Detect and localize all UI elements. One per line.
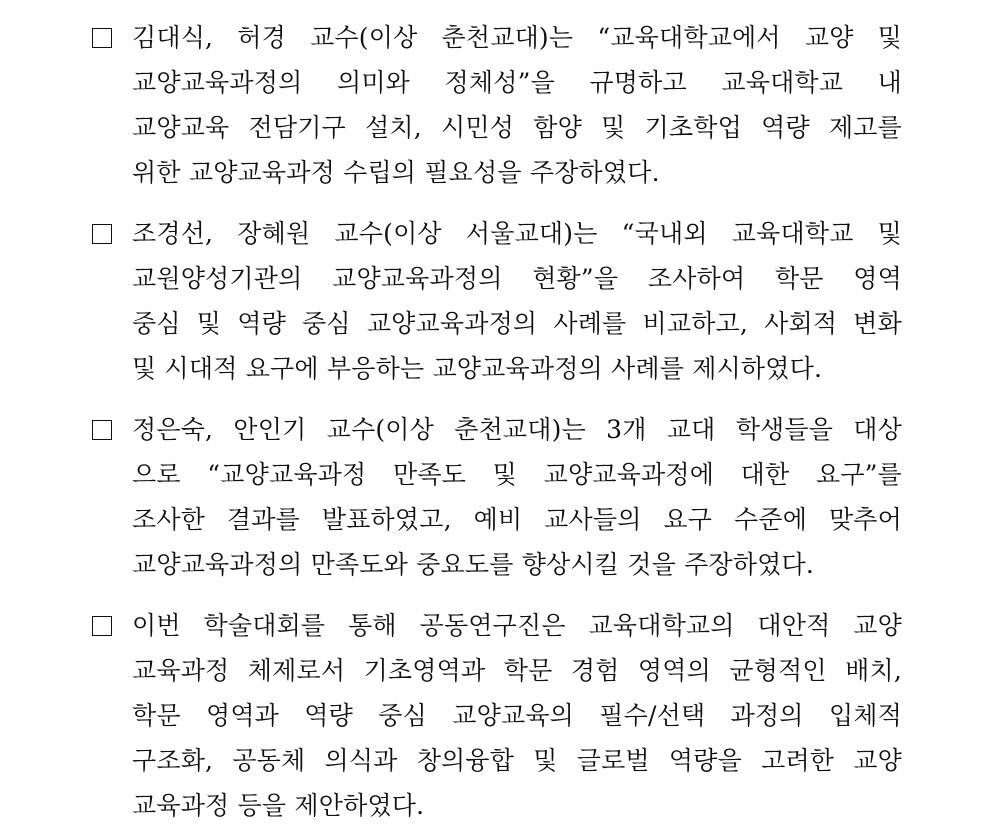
checkbox-bullet-icon: [92, 224, 112, 244]
checkbox-bullet-icon: [92, 616, 112, 636]
paragraph-line: 위한 교양교육과정 수립의 필요성을 주장하였다.: [132, 158, 660, 187]
paragraph-line: 교양교육과정의 만족도와 중요도를 향상시킬 것을 주장하였다.: [132, 550, 814, 579]
paragraph-line: 구조화, 공동체 의식과 창의융합 및 글로벌 역량을 고려한 교양: [132, 746, 902, 775]
paragraph-line: 교원양성기관의 교양교육과정의 현황”을 조사하여 학문 영역: [132, 264, 902, 293]
paragraph-line: 교육과정 체제로서 기초영역과 학문 경험 영역의 균형적인 배치,: [132, 656, 902, 685]
paragraph-line: 교양교육 전담기구 설치, 시민성 함양 및 기초학업 역량 제고를: [132, 113, 902, 142]
paragraph-line: 중심 및 역량 중심 교양교육과정의 사례를 비교하고, 사회적 변화: [132, 309, 902, 338]
paragraph-line: 김대식, 허경 교수(이상 춘천교대)는 “교육대학교에서 교양 및: [132, 23, 902, 52]
paragraph-line: 및 시대적 요구에 부응하는 교양교육과정의 사례를 제시하였다.: [132, 354, 823, 383]
checkbox-bullet-icon: [92, 28, 112, 48]
paragraph-line: 정은숙, 안인기 교수(이상 춘천교대)는 3개 교대 학생들을 대상: [132, 415, 902, 444]
paragraph-line: 조사한 결과를 발표하였고, 예비 교사들의 요구 수준에 맞추어: [132, 505, 902, 534]
checkbox-bullet-icon: [92, 420, 112, 440]
paragraph-line: 조경선, 장혜원 교수(이상 서울교대)는 “국내외 교육대학교 및: [132, 219, 902, 248]
paragraph-line: 교육과정 등을 제안하였다.: [132, 791, 425, 820]
paragraph-line: 이번 학술대회를 통해 공동연구진은 교육대학교의 대안적 교양: [132, 611, 902, 640]
paragraph-line: 학문 영역과 역량 중심 교양교육의 필수/선택 과정의 입체적: [132, 701, 902, 730]
paragraph-line: 교양교육과정의 의미와 정체성”을 규명하고 교육대학교 내: [132, 68, 902, 97]
paragraph-line: 으로 “교양교육과정 만족도 및 교양교육과정에 대한 요구”를: [132, 460, 902, 489]
